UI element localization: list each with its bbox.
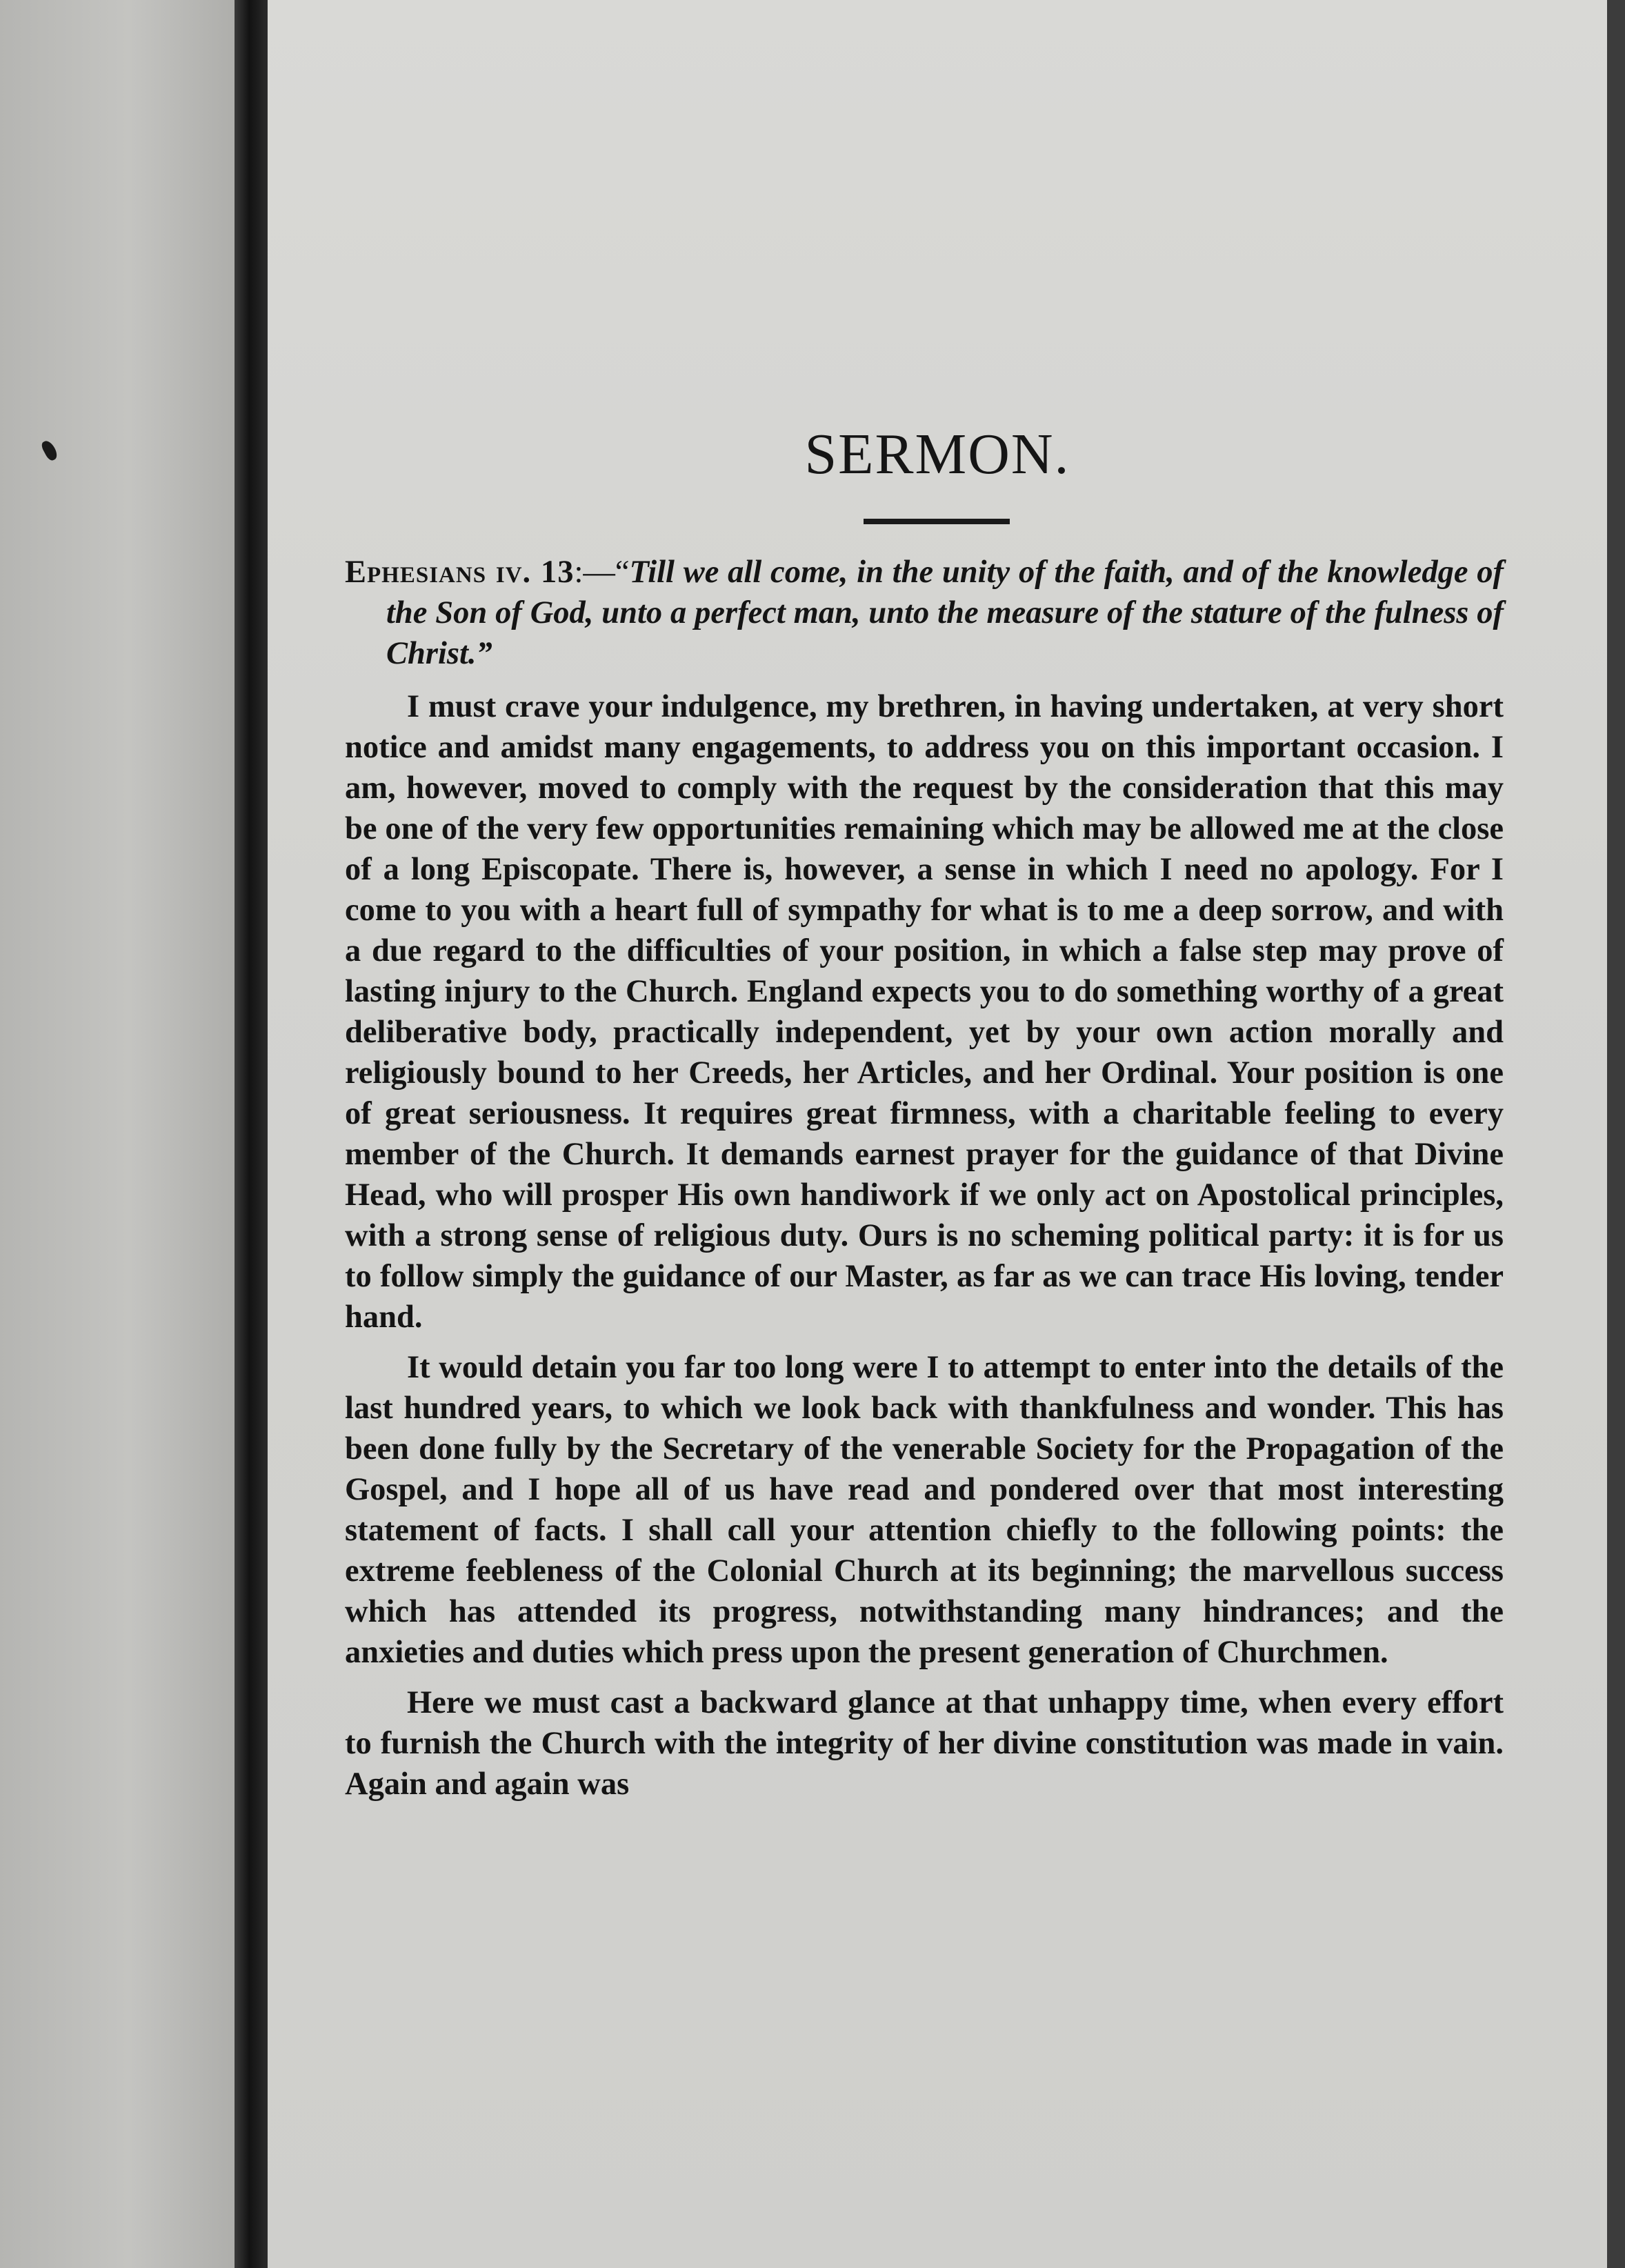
book-gutter (235, 0, 268, 2268)
page-edge-shadow (1607, 0, 1625, 2268)
paragraph-3: Here we must cast a backward glance at that unhappy time, when every effort to furnish the Church with the integrity of her divine constitution was made in vain. Again and again was (345, 1685, 1504, 1802)
scripture-reference: Ephesians iv. 13 (345, 555, 575, 590)
page-title: SERMON. (804, 422, 1070, 486)
title-rule (864, 519, 1010, 524)
paragraph-1: I must crave your indulgence, my brethren, in having undertaken, at very short notice and amidst many engagements, to address you on this important occasion. I am, however, moved to comply with the request by the consideration that this may be one of the very few opportunities remaining which may be allowed me at the close of a long Episcopate. There is, however, a sense in which I need no apology. For I come to you with a heart full of sympathy for what is to me a deep sorrow, and with a due regard to the difficulties of your position, in which a false step may prove of lasting injury to the Church. England expects you to do something worthy of a great deliberative body, practically independent, yet by your own action morally and religiously bound to her Creeds, her Articles, and her Ordinal. Your position is one of great seriousness. It requires great firmness, with a charitable feeling to every member of the Church. It demands earnest prayer for the guidance of that Divine Head, who will prosper His own handiwork if we only act on Apostolical principles, with a strong sense of religious duty. Ours is no scheming political party: it is for us to follow simply the guidance of our Master, as far as we can trace His loving, tender hand. (345, 689, 1504, 1335)
paragraph-2: It would detain you far too long were I to attempt to enter into the details of the last hundred years, to which we look back with thankfulness and wonder. This has been done fully by the Secretary of the venerable Society for the Propagation of the Gospel, and I hope all of us have read and pondered over that most interesting statement of facts. I shall call your attention chiefly to the following points: the extreme feebleness of the Colonial Church at its beginning; the marvellous success which has attended its progress, notwithstanding many hindrances; and the anxieties and duties which press upon the present generation of Churchmen. (345, 1350, 1504, 1670)
left-page-edge (0, 0, 235, 2268)
sermon-body (345, 552, 1504, 1814)
scripture-quote: Till we all come, in the unity of the faith, and of the knowledge of the Son of God, unto a perfect man, unto the measure of the stature of the fulness of Christ.” (386, 555, 1504, 671)
epigraph-separator: :—“ (574, 555, 630, 590)
scripture-epigraph (345, 552, 1504, 674)
